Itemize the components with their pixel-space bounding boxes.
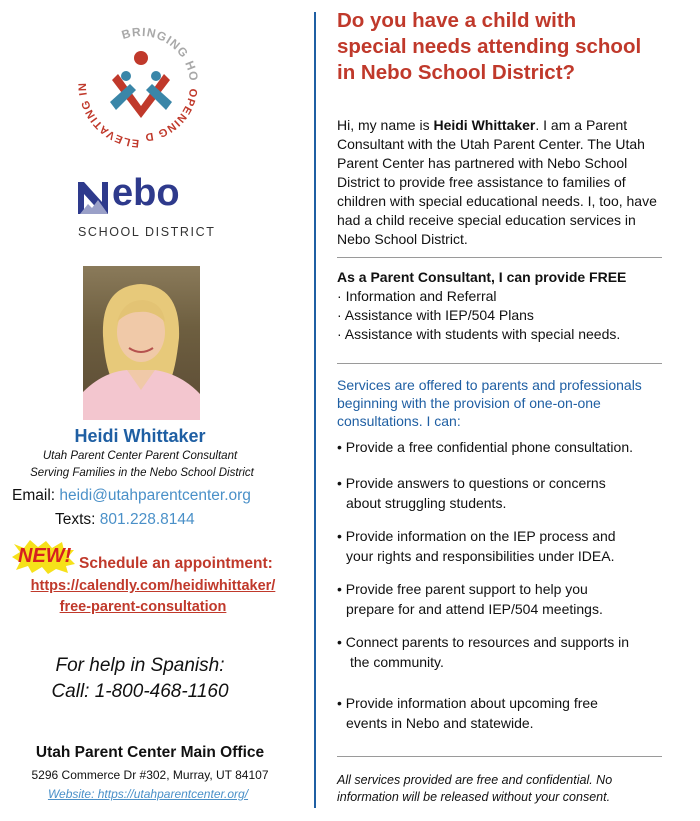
service-item: • Provide answers to questions or concerns about struggling students. bbox=[337, 475, 606, 511]
new-badge-text: NEW! bbox=[18, 545, 72, 567]
logo-head-icon bbox=[134, 51, 148, 65]
footer-note: All services provided are free and confidential. No information will be released without your consent. bbox=[337, 773, 613, 804]
email-row bbox=[12, 487, 251, 505]
divider-3 bbox=[337, 756, 662, 757]
headline-line2: special needs attending school bbox=[337, 35, 642, 58]
provide-heading: As a Parent Consultant, I can provide FREE bbox=[337, 269, 627, 285]
office-title: Utah Parent Center Main Office bbox=[35, 744, 265, 761]
appointment-link-line2[interactable]: free-parent-consultation bbox=[59, 599, 227, 615]
intro-paragraph: Hi, my name is Heidi Whittaker. I am a Parent Consultant with the Utah Parent Center. The Utah Parent Center has partnered with Nebo School District to provide free assistance to families of children with special educational needs. I, too, have had a child receive special education services in Nebo School District. bbox=[337, 117, 657, 247]
district-subtitle: SCHOOL DISTRICT bbox=[78, 225, 216, 239]
logo-ring-text-right: OPENING D bbox=[143, 87, 200, 144]
phone-row bbox=[55, 511, 195, 529]
service-item: • Connect parents to resources and supports in the community. bbox=[337, 634, 630, 670]
service-item: • Provide a free confidential phone consultation. bbox=[337, 439, 633, 455]
divider-2 bbox=[337, 363, 662, 364]
utah-parent-center-logo bbox=[70, 14, 212, 156]
district-name-tail: ebo bbox=[112, 172, 180, 214]
intro-name: Heidi Whittaker bbox=[433, 117, 536, 133]
phone-label: Texts: bbox=[55, 511, 96, 528]
logo-ring-text-left: ELEVATING IN bbox=[76, 81, 140, 150]
headline-line1: Do you have a child with bbox=[337, 9, 577, 32]
bullet-icon: · bbox=[337, 288, 342, 304]
nebo-logo bbox=[78, 172, 218, 240]
divider-1 bbox=[337, 257, 662, 258]
consultant-photo bbox=[83, 266, 200, 420]
consultant-role: Utah Parent Center Parent Consultant bbox=[42, 450, 238, 462]
spanish-help-line2: Call: 1-800-468-1160 bbox=[51, 681, 229, 702]
consultant-name: Heidi Whittaker bbox=[74, 426, 206, 446]
office-website-link[interactable]: Website: https://utahparentcenter.org/ bbox=[47, 787, 249, 801]
office-address: 5296 Commerce Dr #302, Murray, UT 84107 bbox=[31, 768, 269, 782]
appointment-label: Schedule an appointment: bbox=[79, 555, 273, 572]
bullet-icon: · bbox=[337, 326, 342, 342]
service-item: • Provide free parent support to help you prepare for and attend IEP/504 meetings. bbox=[337, 581, 603, 617]
spanish-help-line1: For help in Spanish: bbox=[55, 655, 225, 676]
consultant-serving: Serving Families in the Nebo School District bbox=[30, 467, 254, 479]
bullet-icon: · bbox=[337, 307, 342, 323]
headline-line3: in Nebo School District? bbox=[337, 61, 576, 84]
headline bbox=[337, 8, 641, 86]
appointment-link-line1[interactable]: https://calendly.com/heidiwhittaker/ bbox=[30, 578, 276, 594]
provide-item: · Assistance with students with special needs. bbox=[337, 326, 621, 342]
services-intro: Services are offered to parents and professionals beginning with the provision of one-on-one consultations. I can: bbox=[337, 377, 642, 429]
email-label: Email: bbox=[12, 487, 56, 504]
logo-ring-text-top: BRINGING HO bbox=[119, 24, 202, 83]
column-divider bbox=[314, 12, 316, 808]
service-item: • Provide information about upcoming free events in Nebo and statewide. bbox=[337, 695, 598, 731]
svg-text:BRINGING HOPE bbox=[70, 14, 201, 83]
phone-link[interactable]: 801.228.8144 bbox=[99, 511, 195, 528]
email-link[interactable]: heidi@utahparentcenter.org bbox=[59, 487, 251, 504]
new-badge bbox=[12, 540, 76, 574]
service-item: • Provide information on the IEP process and your rights and responsibilities under IDEA. bbox=[337, 528, 616, 564]
provide-item: · Information and Referral bbox=[337, 288, 497, 304]
provide-item: · Assistance with IEP/504 Plans bbox=[337, 307, 534, 323]
